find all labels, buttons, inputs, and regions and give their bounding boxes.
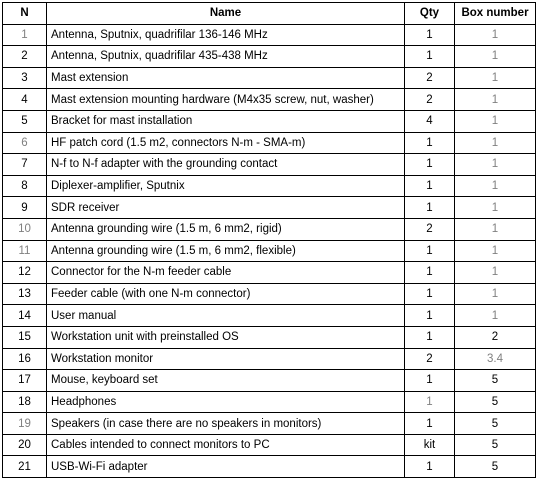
table-row [3,240,536,262]
item-box-number: 5 [455,391,536,413]
table-row [3,197,536,219]
item-qty: 1 [405,240,455,262]
item-box-number: 5 [455,370,536,392]
item-qty: 2 [405,89,455,111]
item-box-number: 5 [455,456,536,478]
table-row [3,262,536,284]
equipment-table [2,2,536,478]
item-qty: 1 [405,391,455,413]
item-box-number: 1 [455,154,536,176]
header-name: Name [47,3,405,25]
header-box-number: Box number [455,3,536,25]
table-row [3,434,536,456]
item-name: Workstation unit with preinstalled OS [47,326,405,348]
item-box-number: 1 [455,67,536,89]
item-name: Antenna grounding wire (1.5 m, 6 mm2, flexible) [47,240,405,262]
item-qty: 2 [405,67,455,89]
item-name: User manual [47,305,405,327]
row-number: 5 [3,110,47,132]
table-row [3,110,536,132]
item-box-number: 5 [455,434,536,456]
item-qty: 1 [405,24,455,46]
table-row [3,348,536,370]
item-name: Antenna, Sputnix, quadrifilar 136-146 MHz [47,24,405,46]
item-qty: 1 [405,283,455,305]
header-n: N [3,3,47,25]
item-box-number: 1 [455,46,536,68]
row-number: 11 [3,240,47,262]
item-box-number: 2 [455,326,536,348]
table-row [3,456,536,478]
item-name: Connector for the N-m feeder cable [47,262,405,284]
table-row [3,413,536,435]
table-row [3,283,536,305]
item-name: Speakers (in case there are no speakers in monitors) [47,413,405,435]
item-name: Antenna grounding wire (1.5 m, 6 mm2, rigid) [47,218,405,240]
item-name: Antenna, Sputnix, quadrifilar 435-438 MHz [47,46,405,68]
table-body [3,24,536,477]
row-number: 10 [3,218,47,240]
row-number: 15 [3,326,47,348]
item-box-number: 1 [455,89,536,111]
item-name: Feeder cable (with one N-m connector) [47,283,405,305]
table-row [3,24,536,46]
item-box-number: 1 [455,132,536,154]
item-box-number: 1 [455,240,536,262]
row-number: 6 [3,132,47,154]
row-number: 12 [3,262,47,284]
item-name: Mouse, keyboard set [47,370,405,392]
row-number: 17 [3,370,47,392]
item-box-number: 1 [455,283,536,305]
item-name: Mast extension mounting hardware (M4x35 screw, nut, washer) [47,89,405,111]
item-qty: 2 [405,348,455,370]
item-name: Bracket for mast installation [47,110,405,132]
header-qty: Qty [405,3,455,25]
table-row [3,326,536,348]
item-name: Mast extension [47,67,405,89]
row-number: 21 [3,456,47,478]
item-box-number: 1 [455,24,536,46]
table-row [3,370,536,392]
item-qty: 1 [405,370,455,392]
row-number: 16 [3,348,47,370]
item-name: SDR receiver [47,197,405,219]
item-qty: 1 [405,132,455,154]
row-number: 20 [3,434,47,456]
item-qty: 1 [405,262,455,284]
row-number: 8 [3,175,47,197]
item-qty: 1 [405,305,455,327]
table-row [3,132,536,154]
item-name: USB-Wi-Fi adapter [47,456,405,478]
item-name: HF patch cord (1.5 m2, connectors N-m - SMA-m) [47,132,405,154]
item-name: N-f to N-f adapter with the grounding contact [47,154,405,176]
row-number: 3 [3,67,47,89]
table-row [3,67,536,89]
row-number: 7 [3,154,47,176]
row-number: 4 [3,89,47,111]
item-name: Diplexer-amplifier, Sputnix [47,175,405,197]
item-qty: 1 [405,413,455,435]
item-qty: 1 [405,197,455,219]
item-qty: kit [405,434,455,456]
row-number: 9 [3,197,47,219]
item-box-number: 1 [455,197,536,219]
table-row [3,305,536,327]
item-name: Headphones [47,391,405,413]
row-number: 14 [3,305,47,327]
item-qty: 1 [405,175,455,197]
table-row [3,391,536,413]
row-number: 1 [3,24,47,46]
table-row [3,46,536,68]
row-number: 19 [3,413,47,435]
row-number: 2 [3,46,47,68]
item-name: Cables intended to connect monitors to PC [47,434,405,456]
table-row [3,154,536,176]
item-box-number: 1 [455,305,536,327]
table-row [3,175,536,197]
row-number: 18 [3,391,47,413]
row-number: 13 [3,283,47,305]
item-qty: 1 [405,154,455,176]
item-box-number: 1 [455,218,536,240]
table-row [3,89,536,111]
item-qty: 4 [405,110,455,132]
item-box-number: 1 [455,175,536,197]
item-box-number: 1 [455,262,536,284]
item-qty: 2 [405,218,455,240]
item-box-number: 5 [455,413,536,435]
item-box-number: 1 [455,110,536,132]
item-name: Workstation monitor [47,348,405,370]
item-qty: 1 [405,46,455,68]
item-qty: 1 [405,456,455,478]
item-box-number: 3.4 [455,348,536,370]
table-row [3,218,536,240]
header-row [3,3,536,25]
item-qty: 1 [405,326,455,348]
